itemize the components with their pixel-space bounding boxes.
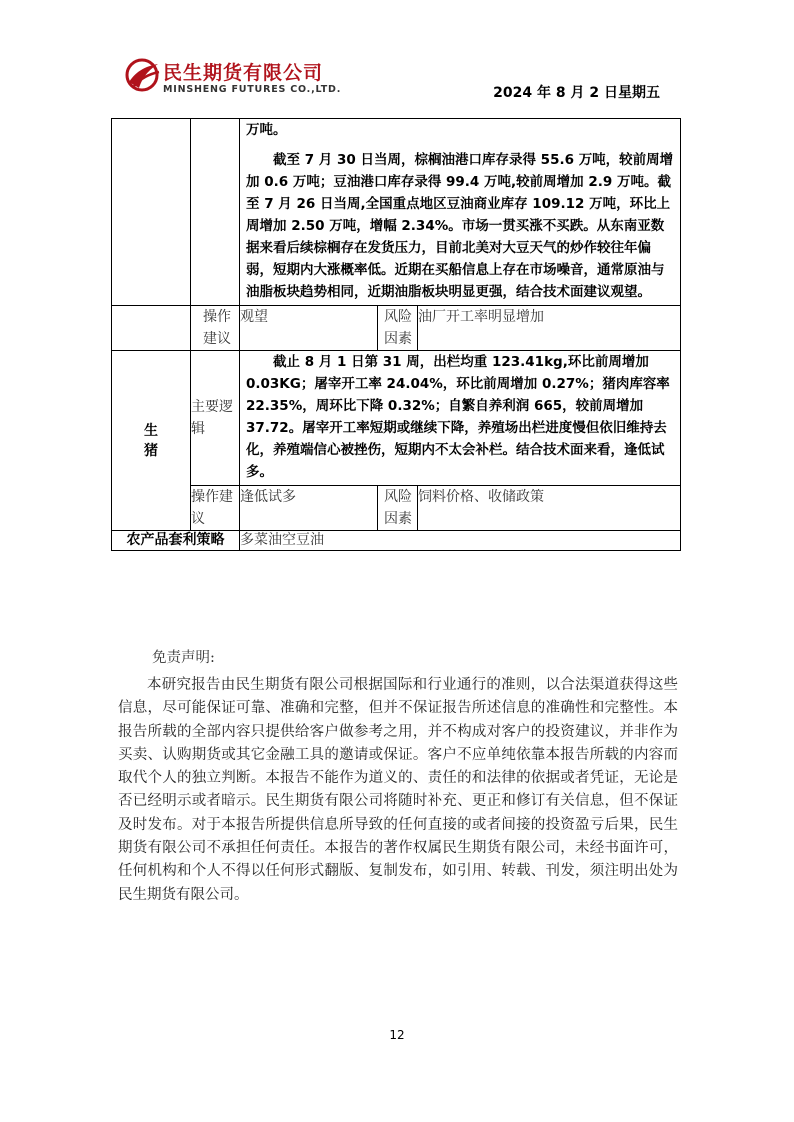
table-row (112, 119, 681, 306)
table-row (112, 531, 681, 551)
strategy-label: 农产品套利策略 (112, 531, 240, 551)
hog-category-label: 生猪 (144, 422, 158, 459)
disclaimer-body: 本研究报告由民生期货有限公司根据国际和行业通行的准则，以合法渠道获得这些信息，尽可能保证可靠、准确和完整，但并不保证报告所述信息的准确性和完整性。本报告所载的全部内容只提供给客户做参考之用，并不构成对客户的投资建议，并非作为买卖、认购期货或其它金融工具的邀请或保证。客户不应单纯依靠本报告所载的内容而取代个人的独立判断。本报告不能作为道义的、责任的和法律的依据或者凭证，无论是否已经明示或者暗示。民生期货有限公司将随时补充、更正和修订有关信息，但不保证及时发布。对于本报告所提供信息所导致的任何直接的或者间接的投资盈亏后果，民生期货有限公司不承担任何责任。本报告的著作权属民生期货有限公司，未经书面许可，任何机构和个人不得以任何形式翻版、复制发布，如引用、转载、刊发，须注明出处为民生期货有限公司。 (118, 677, 678, 903)
hog-risk-label: 风险因素 (378, 486, 418, 531)
disclaimer-title: 免责声明: (152, 650, 215, 666)
table-row (112, 486, 681, 531)
logo-english-name: MINSHENG FUTURES CO.,LTD. (163, 84, 342, 95)
hog-logic-text: 截止 8 月 1 日第 31 周，出栏均重 123.41kg,环比前周增加 0.03KG；屠宰开工率 24.04%，环比前周增加 0.27%；猪肉库容率 22.35%，周环比下降 0.32%；自繁自养利润 665，较前周增加 37.72。屠宰开工率短期或继续下降，养殖场出栏进度慢但依旧维持去化，养殖端信心被挫伤，短期内不太会补栏。结合技术面来看，逢低试多。 (246, 354, 670, 480)
category-cell (112, 119, 191, 306)
strategy-table (111, 118, 681, 551)
oil-risk-label: 风险因素 (378, 306, 418, 351)
hog-category-cell (112, 351, 191, 531)
page-number: 12 (389, 1028, 405, 1042)
oil-continuation-text: 万吨。 (246, 122, 287, 138)
label-cell (191, 119, 240, 306)
hog-op-label: 操作建议 (191, 486, 240, 531)
logo-chinese-name: 民生期货有限公司 (163, 62, 324, 84)
strategy-value: 多菜油空豆油 (240, 531, 681, 551)
hog-risk-value: 饲料价格、收储政策 (418, 486, 681, 531)
category-cell (112, 306, 191, 351)
hog-logic-label: 主要逻辑 (191, 351, 240, 486)
hog-logic-cell (240, 351, 681, 486)
company-logo (125, 56, 365, 102)
hog-op-value: 逢低试多 (240, 486, 378, 531)
table-row (112, 351, 681, 486)
report-date: 2024 年 8 月 2 日星期五 (493, 85, 660, 101)
oil-op-label: 操作建议 (191, 306, 240, 351)
oil-op-value: 观望 (240, 306, 378, 351)
oil-risk-value: 油厂开工率明显增加 (418, 306, 681, 351)
oil-logic-text: 截至 7 月 30 日当周，棕榈油港口库存录得 55.6 万吨，较前周增加 0.6 万吨；豆油港口库存录得 99.4 万吨,较前周增加 2.9 万吨。截至 7 月 26 日当周,全国重点地区豆油商业库存 109.12 万吨，环比上周增加 2.50 万吨，增幅 2.34%。市场一贯买涨不买跌。从东南亚数据来看后续棕榈存在发货压力，目前北美对大豆天气的炒作较往年偏弱，短期内大涨概率低。近期在买船信息上存在市场噪音，通常原油与油脂板块趋势相同，近期油脂板块明显更强，结合技术面建议观望。 (246, 152, 674, 300)
logic-cell (240, 119, 681, 306)
table-row (112, 306, 681, 351)
logo-emblem-icon (125, 56, 161, 96)
